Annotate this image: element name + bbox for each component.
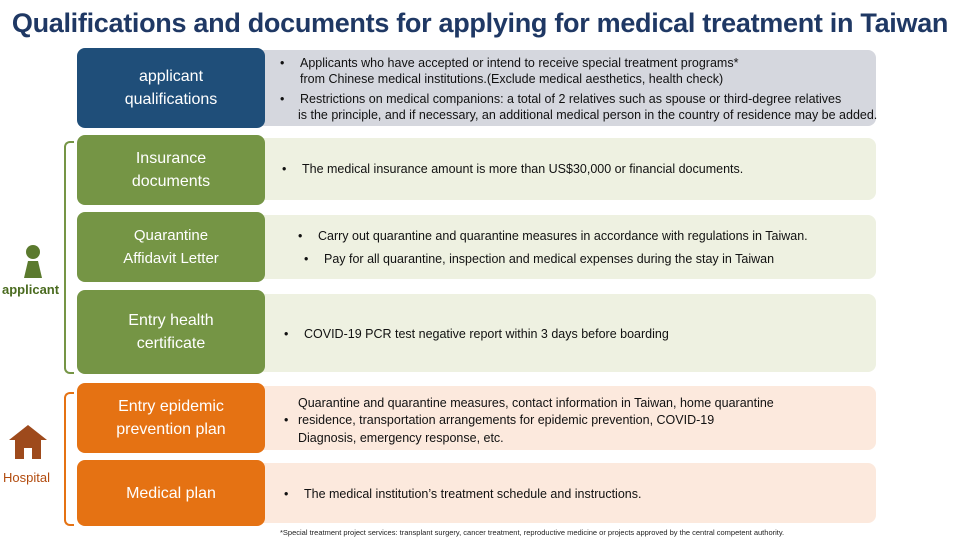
quarantine-text-2: Pay for all quarantine, inspection and medical expenses during the stay in Taiwan (324, 252, 775, 266)
house-icon (8, 424, 48, 460)
insurance-content: • The medical insurance amount is more than US$30,000 or financial documents. (250, 138, 876, 200)
hospital-bracket (64, 392, 74, 526)
hospital-group-label: Hospital (3, 470, 50, 485)
health-cert-text-1: COVID-19 PCR test negative report within 3 days before boarding (304, 327, 669, 341)
applicant-group-label: applicant (2, 282, 60, 297)
qualifications-text-2b: is the principle, and if necessary, an additional medical person in the country of residence may be added. (298, 108, 878, 122)
health-cert-label: Entry health certificate (77, 290, 265, 374)
qualifications-text-2a: Restrictions on medical companions: a total of 2 relatives such as spouse or third-degree relatives (300, 92, 842, 106)
medical-plan-text-1: The medical institution’s treatment schedule and instructions. (304, 487, 642, 501)
epidemic-plan-text-1: Quarantine and quarantine measures, contact information in Taiwan, home quarantine (298, 396, 774, 410)
health-cert-content: • COVID-19 PCR test negative report within 3 days before boarding (250, 294, 876, 372)
qualifications-text-1a: Applicants who have accepted or intend to receive special treatment programs* (300, 56, 739, 70)
epidemic-plan-text-2: residence, transportation arrangements for epidemic prevention, COVID-19 (298, 413, 715, 427)
footnote: *Special treatment project services: transplant surgery, cancer treatment, reproductive medicine or projects approved by the central competent authority. (280, 528, 785, 537)
medical-plan-content: • The medical institution’s treatment schedule and instructions. (250, 463, 876, 523)
epidemic-plan-content: Quarantine and quarantine measures, contact information in Taiwan, home quarantine • residence, transportation arrangements for epidemic prevention, COVID-19 Diagnosis, emergency response, etc. (250, 386, 876, 450)
quarantine-label: Quarantine Affidavit Letter (77, 212, 265, 282)
qualifications-text-1b: from Chinese medical institutions.(Exclude medical aesthetics, health check) (300, 72, 724, 86)
page-title: Qualifications and documents for applying for medical treatment in Taiwan (11, 8, 949, 38)
quarantine-text-1: Carry out quarantine and quarantine measures in accordance with regulations in Taiwan. (318, 229, 808, 243)
applicant-bracket (64, 141, 74, 374)
qualifications-label: applicant qualifications (77, 48, 265, 128)
epidemic-plan-label: Entry epidemic prevention plan (77, 383, 265, 453)
person-icon (20, 244, 46, 278)
insurance-text-1: The medical insurance amount is more than US$30,000 or financial documents. (302, 162, 744, 176)
insurance-label: Insurance documents (77, 135, 265, 205)
medical-plan-label: Medical plan (77, 460, 265, 526)
qualifications-content: • Applicants who have accepted or intend to receive special treatment programs* from Chinese medical institutions.(Exclude medical aesthetics, health check) • Restrictions on medical companions: a total of 2 relatives such as spouse or third-degree relatives is the principle, and if necessary, an additional medical person in the country of residence may be added. (250, 50, 876, 126)
quarantine-content: • Carry out quarantine and quarantine measures in accordance with regulations in Taiwan. • Pay for all quarantine, inspection and medical expenses during the stay in Taiwan (250, 215, 876, 279)
epidemic-plan-text-3: Diagnosis, emergency response, etc. (298, 431, 504, 445)
